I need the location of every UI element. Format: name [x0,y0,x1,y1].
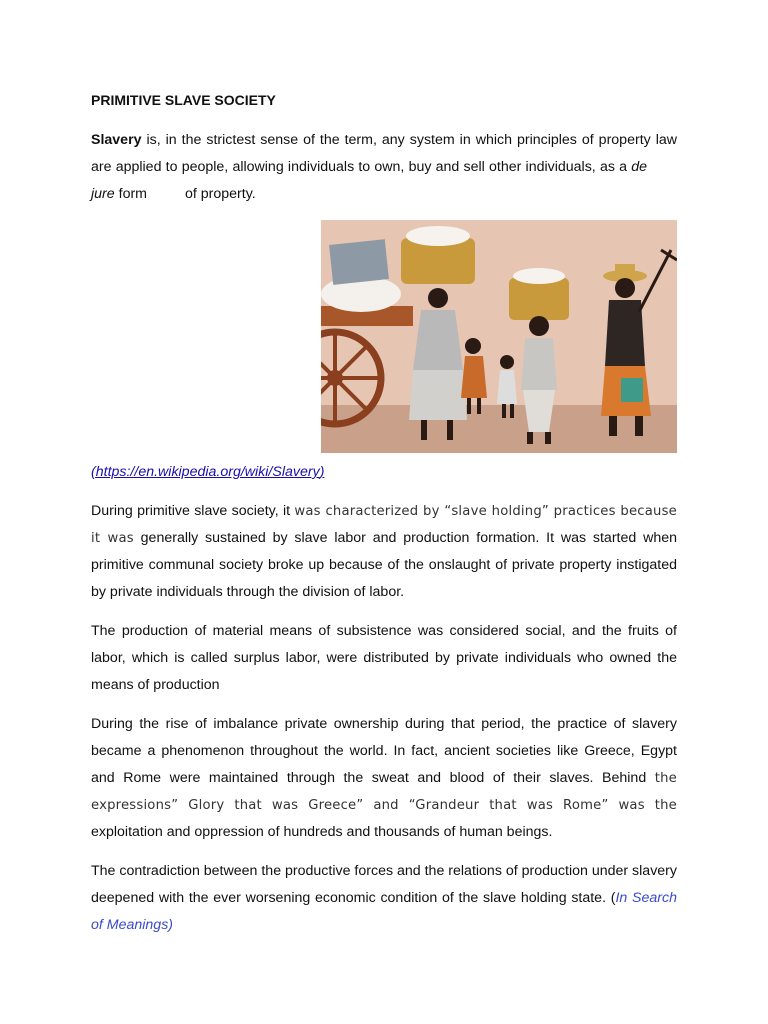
slavery-painting [321,220,677,453]
paragraph-primitive-society: During primitive slave society, it was characterized by “slave holding” practices because it was generally sustained by slave labor and production formation. It was started when primitive communal society broke up because of the onslaught of private property instigated by private individuals through the division of labor. [91,503,678,600]
paragraph-contradiction: The contradiction between the productive forces and the relations of production under slavery deepened with the ever worsening economic condition of the slave holding state. (In Search of Meanings) [91,863,677,933]
paragraph-slavery-definition: Slavery is, in the strictest sense of the term, any system in which principles of property law are applied to people, allowing individuals to own, buy and sell other individuals, as a dejure form of property. [91,132,677,202]
citation-close: ) [319,464,325,480]
wikipedia-link[interactable]: https://en.wikipedia.org/wiki/Slavery [95,464,320,480]
paragraph-rise-of-slavery: During the rise of imbalance private ownership during that period, the practice of slavery became a phenomenon throughout the world. In fact, ancient societies like Greece, Egypt and Rome were maintained through the sweat and blood of their slaves. Behind the expressions” Glory that was Greece” and “Grandeur that was Rome” was the exploitation and oppression of hundreds and thousands of human beings. [91,716,677,840]
citation-open: ( [91,464,96,480]
citation-source: In Search of Meanings) [91,890,677,933]
page-title: PRIMITIVE SLAVE SOCIETY [91,92,276,108]
document-body [91,90,677,951]
bold-term: Slavery [91,132,142,148]
paragraph-production: The production of material means of subsistence was considered social, and the fruits of labor, which is called surplus labor, were distributed by private individuals who owned the means of production [91,623,677,693]
